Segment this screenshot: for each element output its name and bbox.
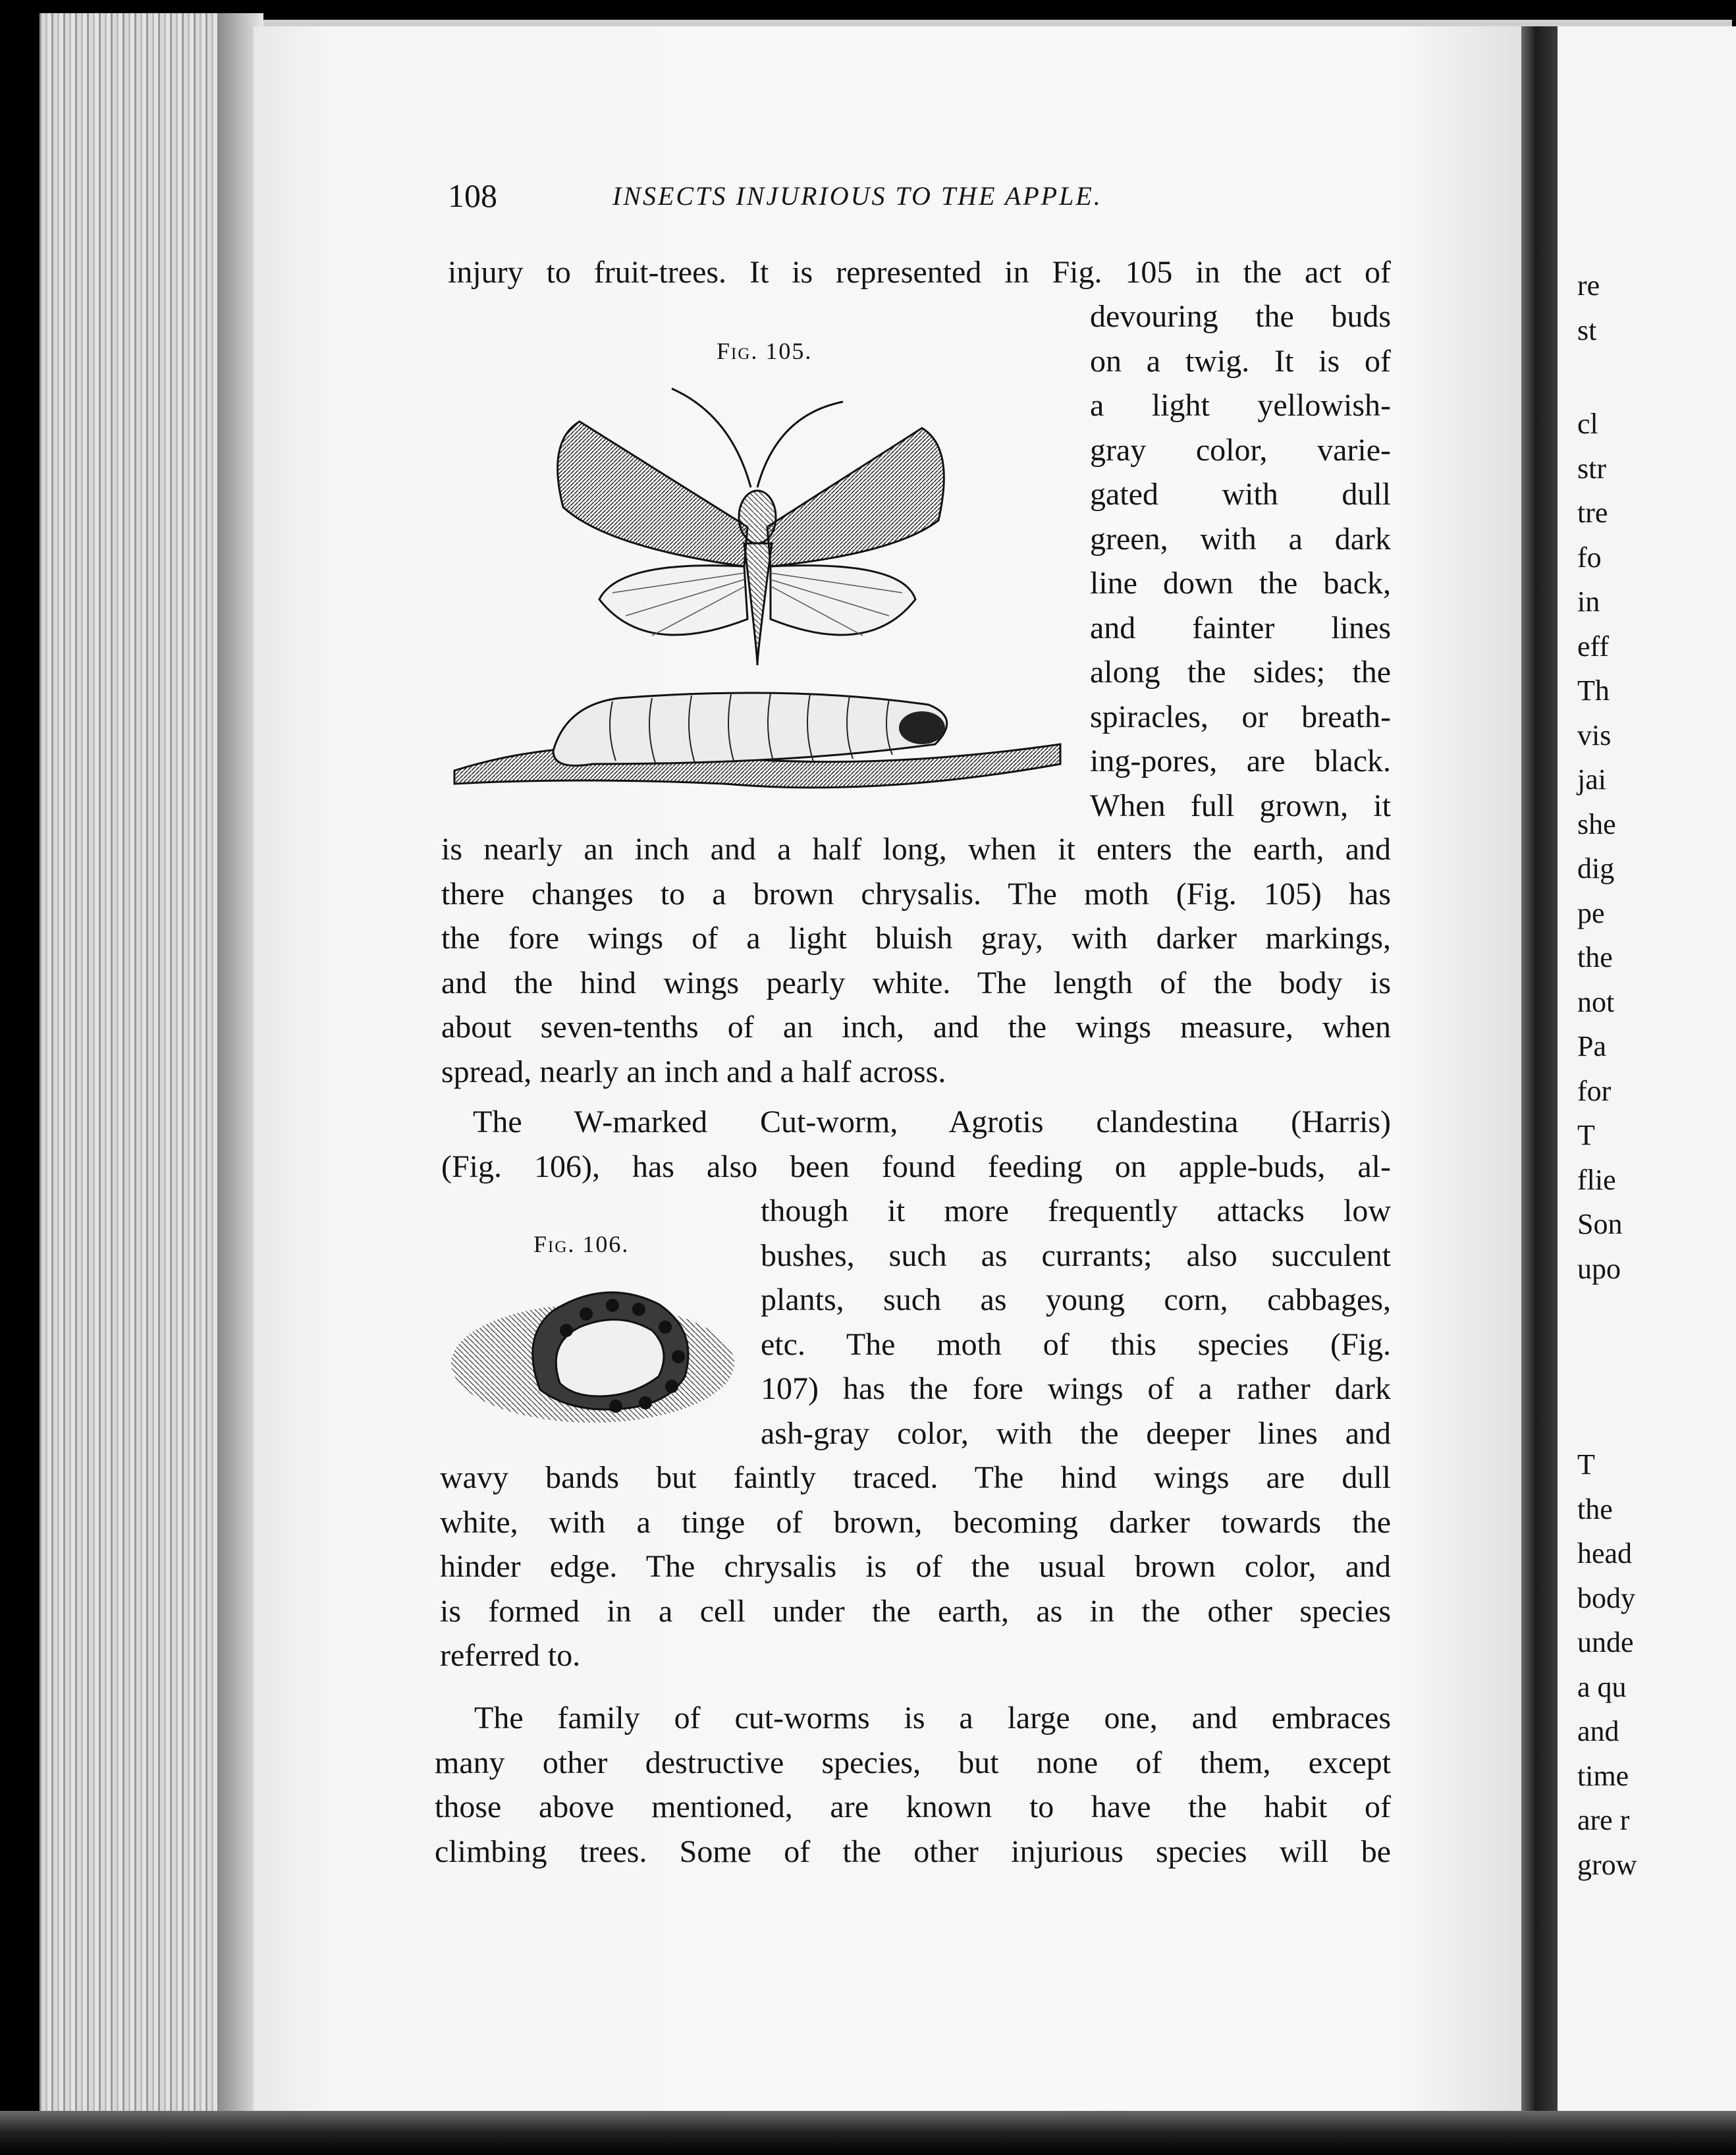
text-line: and the hind wings pearly white. The length of the body is xyxy=(441,965,1391,1000)
text-line: green, with a dark xyxy=(1090,521,1391,557)
text-line: is nearly an inch and a half long, when it enters the earth, and xyxy=(441,832,1391,867)
text-line: those above mentioned, are known to have the habit of xyxy=(435,1789,1391,1824)
text-line: line down the back, xyxy=(1090,566,1391,601)
text-fragment: upo xyxy=(1577,1252,1621,1285)
text-fragment: time xyxy=(1577,1759,1629,1792)
text-line: The W-marked Cut-worm, Agrotis clandestina (Harris) xyxy=(473,1105,1391,1139)
text-line: there changes to a brown chrysalis. The moth (Fig. 105) has xyxy=(441,876,1391,912)
text-line: though it more frequently attacks low xyxy=(761,1193,1391,1228)
text-line: a light yellowish- xyxy=(1090,388,1391,423)
text-fragment: str xyxy=(1577,452,1606,485)
text-line: white, with a tinge of brown, becoming darker towards the xyxy=(440,1504,1391,1540)
text-fragment: T xyxy=(1577,1448,1595,1481)
text-fragment: the xyxy=(1577,941,1613,973)
paragraph-2-top xyxy=(441,1100,1391,1189)
text-line: 107) has the fore wings of a rather dark xyxy=(761,1371,1391,1406)
text-line: When full grown, it xyxy=(1090,788,1391,823)
text-line: injury to fruit-trees. It is represented in Fig. 105 in the act of xyxy=(448,255,1391,290)
scan-bottom-edge xyxy=(0,2111,1736,2155)
text-fragment: are r xyxy=(1577,1804,1630,1836)
text-fragment: Son xyxy=(1577,1208,1623,1240)
fig-105-moth-and-caterpillar-illustration xyxy=(448,375,1067,830)
text-line: gated with dull xyxy=(1090,477,1391,512)
text-fragment: cl xyxy=(1577,408,1598,440)
text-line: devouring the buds xyxy=(1090,299,1391,334)
fig-106-curled-cutworm-illustration xyxy=(448,1265,738,1429)
text-fragment: Th xyxy=(1577,674,1610,707)
right-page-bottom-fragments xyxy=(1558,1442,1736,1887)
text-line: gray color, varie- xyxy=(1090,432,1391,468)
text-line: and fainter lines xyxy=(1090,610,1391,645)
text-line: the fore wings of a light bluish gray, with darker markings, xyxy=(441,921,1391,956)
text-line: is formed in a cell under the earth, as in the other species xyxy=(440,1593,1391,1629)
text-fragment: unde xyxy=(1577,1626,1634,1658)
moth-drawing xyxy=(558,389,944,665)
paragraph-1-column xyxy=(1090,294,1391,828)
text-line: along the sides; the xyxy=(1090,655,1391,690)
text-fragment: jai xyxy=(1577,763,1606,796)
text-fragment: dig xyxy=(1577,852,1615,885)
paragraph-2-bottom xyxy=(440,1456,1391,1678)
text-fragment: vis xyxy=(1577,719,1612,751)
book-gutter xyxy=(1521,26,1558,2114)
right-page-middle-fragments xyxy=(1558,402,1736,1291)
text-line: plants, such as young corn, cabbages, xyxy=(761,1282,1391,1317)
text-fragment: fo xyxy=(1577,541,1602,574)
text-fragment: grow xyxy=(1577,1848,1637,1881)
text-fragment: Pa xyxy=(1577,1030,1606,1062)
text-fragment: pe xyxy=(1577,896,1605,929)
text-fragment: for xyxy=(1577,1074,1612,1107)
text-fragment: she xyxy=(1577,807,1616,840)
text-line: ing-pores, are black. xyxy=(1090,744,1391,778)
text-fragment: st xyxy=(1577,314,1597,346)
right-page xyxy=(1558,26,1736,2114)
right-page-top-fragments xyxy=(1558,263,1736,352)
text-line: spread, nearly an inch and a half across. xyxy=(441,1054,946,1089)
header-title: INSECTS INJURIOUS TO THE APPLE. xyxy=(612,181,1102,211)
paragraph-2-column xyxy=(761,1189,1391,1456)
text-fragment: re xyxy=(1577,269,1600,302)
text-line: referred to. xyxy=(440,1638,581,1673)
paragraph-1-top xyxy=(448,250,1391,295)
text-line: hinder edge. The chrysalis is of the usual brown color, and xyxy=(440,1549,1391,1584)
text-line: about seven-tenths of an inch, and the wings measure, when xyxy=(441,1010,1391,1045)
text-line: many other destructive species, but none of them, except xyxy=(435,1745,1391,1780)
text-fragment: flie xyxy=(1577,1163,1616,1196)
paragraph-3 xyxy=(435,1696,1391,1874)
text-line: climbing trees. Some of the other injurious species will be xyxy=(435,1834,1391,1869)
text-fragment: eff xyxy=(1577,630,1610,663)
text-line: spiracles, or breath- xyxy=(1090,699,1391,734)
text-fragment: body xyxy=(1577,1581,1635,1614)
text-fragment: in xyxy=(1577,586,1600,618)
text-fragment: tre xyxy=(1577,497,1608,529)
text-fragment: head xyxy=(1577,1537,1633,1569)
text-line: wavy bands but faintly traced. The hind wings are dull xyxy=(440,1460,1391,1495)
fig-105-caption: Fig. 105. xyxy=(717,338,813,364)
caterpillar-on-twig-drawing xyxy=(454,693,1060,788)
page-number: 108 xyxy=(448,177,497,214)
text-line: ash-gray color, with the deeper lines and xyxy=(761,1415,1391,1451)
running-head xyxy=(448,177,1245,223)
text-line: (Fig. 106), has also been found feeding on apple-buds, al- xyxy=(441,1149,1391,1184)
text-fragment: the xyxy=(1577,1492,1613,1525)
text-fragment: a qu xyxy=(1577,1670,1627,1703)
text-fragment: T xyxy=(1577,1119,1595,1151)
text-fragment: not xyxy=(1577,985,1615,1018)
text-line: on a twig. It is of xyxy=(1090,343,1391,379)
text-fragment: and xyxy=(1577,1715,1619,1747)
text-line: The family of cut-worms is a large one, and embraces xyxy=(474,1701,1391,1735)
fig-106-caption: Fig. 106. xyxy=(533,1231,630,1257)
text-line: etc. The moth of this species (Fig. xyxy=(761,1326,1391,1362)
text-line: bushes, such as currants; also succulent xyxy=(761,1238,1391,1273)
paragraph-1-bottom xyxy=(441,827,1391,1094)
